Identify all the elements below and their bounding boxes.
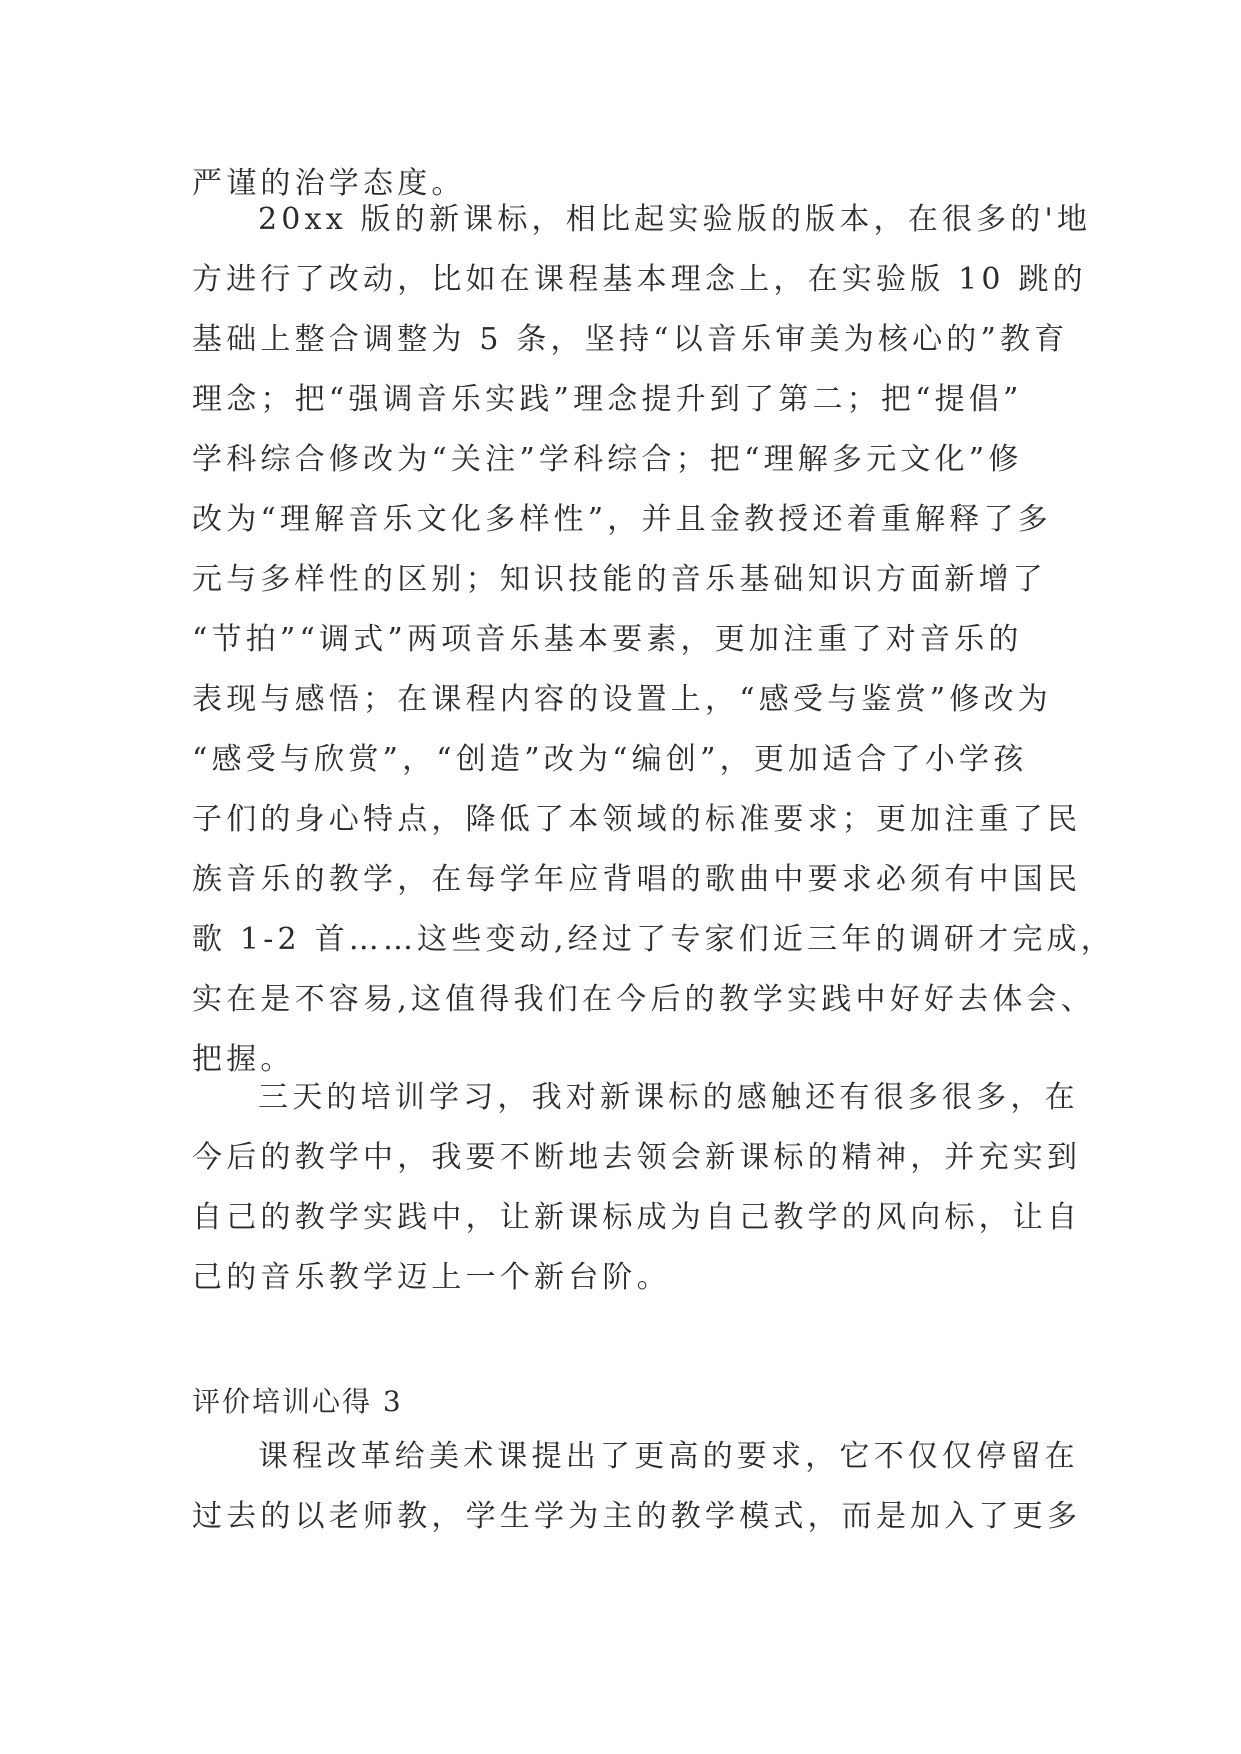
text-line: 元与多样性的区别；知识技能的音乐基础知识方面新增了: [192, 562, 1047, 597]
text-line: 表现与感悟；在课程内容的设置上，“感受与鉴赏”修改为: [192, 682, 1052, 717]
section-heading: [192, 1372, 1062, 1432]
text-line: “节拍”“调式”两项音乐基本要素，更加注重了对音乐的: [192, 622, 1023, 657]
text-line: 理念；把“强调音乐实践”理念提升到了第二；把“提倡”: [192, 382, 1023, 417]
section-title: 评价培训心得 3: [192, 1385, 403, 1418]
paragraph-art-course: [192, 1427, 1082, 1547]
text-line: 歌 1-2 首……这些变动,经过了专家们近三年的调研才完成，: [192, 922, 1115, 957]
text-line: 实在是不容易,这值得我们在今后的教学实践中好好去体会、: [192, 982, 1095, 1017]
paragraph-curriculum-changes: [192, 190, 1115, 1090]
paragraph-conclusion: [192, 1068, 1082, 1308]
text-line: 族音乐的教学，在每学年应背唱的歌曲中要求必须有中国民: [192, 862, 1082, 897]
text-line: 改为“理解音乐文化多样性”，并且金教授还着重解释了多: [192, 502, 1052, 537]
text-line: 把握。: [192, 1042, 295, 1077]
text-line: 过去的以老师教，学生学为主的教学模式，而是加入了更多: [192, 1499, 1082, 1534]
text-line: 20xx 版的新课标，相比起实验版的版本，在很多的'地: [258, 202, 1092, 237]
text-line: 学科综合修改为“关注”学科综合；把“理解多元文化”修: [192, 442, 1023, 477]
text-line: 己的音乐教学迈上一个新台阶。: [192, 1260, 671, 1295]
text-line: 基础上整合调整为 5 条，坚持“以音乐审美为核心的”教育: [192, 322, 1069, 357]
text-line: 严谨的治学态度。: [192, 166, 466, 201]
text-line: 今后的教学中，我要不断地去领会新课标的精神，并充实到: [192, 1140, 1082, 1175]
text-line: 子们的身心特点，降低了本领域的标准要求；更加注重了民: [192, 802, 1082, 837]
text-line: 方进行了改动，比如在课程基本理念上，在实验版 10 跳的: [192, 262, 1087, 297]
text-line: 三天的培训学习，我对新课标的感触还有很多很多，在: [258, 1080, 1079, 1115]
text-line: 自己的教学实践中，让新课标成为自己教学的风向标，让自: [192, 1200, 1082, 1235]
text-line: 课程改革给美术课提出了更高的要求，它不仅仅停留在: [258, 1439, 1079, 1474]
text-line: “感受与欣赏”，“创造”改为“编创”，更加适合了小学孩: [192, 742, 1028, 777]
